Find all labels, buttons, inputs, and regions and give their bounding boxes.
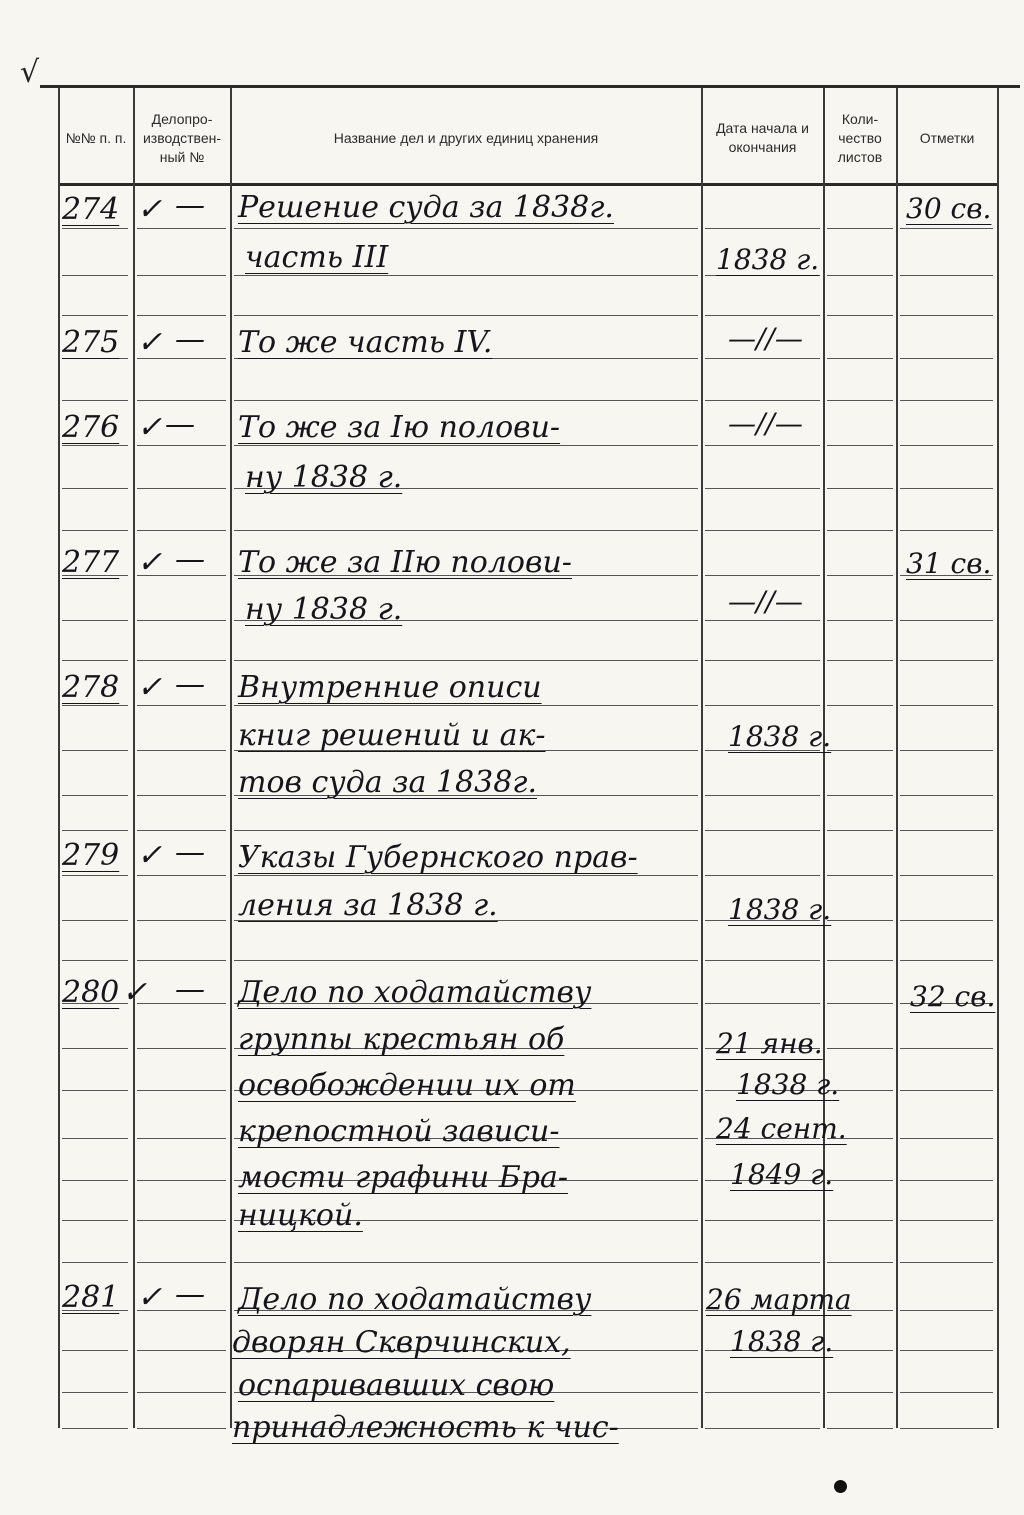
ruled-line — [137, 315, 226, 316]
ruled-line — [137, 1262, 226, 1263]
entry-date: —//— — [728, 407, 803, 440]
ruled-line — [705, 228, 820, 229]
ruled-line — [900, 920, 993, 921]
ruled-line — [234, 875, 698, 876]
ruled-line — [827, 1048, 893, 1049]
entry-number: 275 — [62, 325, 120, 360]
ruled-line — [137, 1048, 226, 1049]
entry-check: ✓ — [137, 838, 163, 873]
ruled-line — [900, 358, 993, 359]
ruled-line — [62, 1220, 128, 1221]
ruled-line — [137, 875, 226, 876]
ruled-line — [234, 530, 698, 531]
ruled-line — [62, 960, 128, 961]
ruled-line — [234, 315, 698, 316]
ruled-line — [705, 315, 820, 316]
ruled-line — [234, 228, 698, 229]
ruled-line — [62, 530, 128, 531]
ruled-line — [234, 960, 698, 961]
entry-number: 280 — [62, 975, 120, 1010]
ruled-line — [900, 445, 993, 446]
header-col-number: №№ п. п. — [65, 129, 127, 146]
entry-check: ✓ — [137, 192, 163, 227]
entry-title-line: Решение суда за 1838г. — [238, 190, 614, 225]
ruled-line — [62, 228, 128, 229]
ruled-line — [900, 1180, 993, 1181]
ruled-line — [705, 1392, 820, 1393]
column-divider — [58, 88, 60, 1428]
column-divider — [133, 88, 135, 1428]
entry-title-line: ну 1838 г. — [245, 460, 403, 495]
ruled-line — [234, 705, 698, 706]
ruled-line — [234, 275, 698, 276]
ruled-line — [62, 445, 128, 446]
ruled-line — [900, 530, 993, 531]
ruled-line — [827, 1428, 893, 1429]
ruled-line — [137, 1138, 226, 1139]
ruled-line — [827, 920, 893, 921]
entry-office-no: — — [175, 188, 205, 223]
ruled-line — [137, 1392, 226, 1393]
ruled-line — [900, 795, 993, 796]
ruled-line — [705, 960, 820, 961]
ruled-line — [137, 1180, 226, 1181]
ruled-line — [137, 445, 226, 446]
ruled-line — [827, 1003, 893, 1004]
ruled-line — [137, 275, 226, 276]
entry-title-line: Указы Губернского прав- — [238, 840, 638, 875]
ruled-line — [827, 875, 893, 876]
entry-title-line: мости графини Бра- — [238, 1160, 568, 1195]
ruled-line — [827, 705, 893, 706]
ruled-line — [900, 960, 993, 961]
entry-title-line: крепостной зависи- — [238, 1114, 560, 1149]
entry-date: 1838 г. — [728, 720, 832, 753]
ruled-line — [137, 920, 226, 921]
entry-date: 24 сент. — [716, 1112, 847, 1145]
ruled-line — [827, 1220, 893, 1221]
entry-title-line: То же за IIю полови- — [238, 545, 572, 580]
ruled-line — [62, 1048, 128, 1049]
entry-title-line: оспаривавших свою — [238, 1368, 555, 1403]
ruled-line — [62, 830, 128, 831]
entry-title-line: ления за 1838 г. — [238, 888, 498, 923]
ruled-line — [62, 400, 128, 401]
entry-date: 1849 г. — [730, 1158, 834, 1191]
ruled-line — [62, 488, 128, 489]
ruled-line — [705, 705, 820, 706]
ruled-line — [900, 1392, 993, 1393]
ruled-line — [705, 620, 820, 621]
ruled-line — [705, 575, 820, 576]
corner-check-mark: √ — [20, 55, 40, 90]
ruled-line — [137, 660, 226, 661]
ruled-line — [900, 1310, 993, 1311]
entry-title-line: Дело по ходатайству — [238, 975, 592, 1010]
ruled-line — [827, 1350, 893, 1351]
ruled-line — [827, 275, 893, 276]
header-col-notes: Отметки — [919, 129, 975, 146]
entry-title-line: То же за Iю полови- — [238, 410, 561, 445]
ruled-line — [705, 1003, 820, 1004]
ruled-line — [137, 228, 226, 229]
ruled-line — [705, 488, 820, 489]
entry-check: ✓ — [122, 975, 148, 1010]
entry-title-line: дворян Скврчинских, — [232, 1325, 571, 1360]
entry-note: 32 св. — [910, 980, 996, 1013]
ruled-line — [62, 1428, 128, 1429]
entry-date: 1838 г. — [716, 243, 820, 276]
entry-note: 30 св. — [906, 192, 992, 225]
ruled-line — [62, 795, 128, 796]
header-col-office: Делопро- изводствен- ный № — [142, 110, 222, 165]
entry-title-line: ницкой. — [238, 1198, 363, 1233]
ruled-line — [827, 830, 893, 831]
entry-date: 1838 г. — [736, 1068, 840, 1101]
ruled-line — [900, 1220, 993, 1221]
ruled-line — [900, 400, 993, 401]
ruled-line — [137, 1090, 226, 1091]
entry-office-no: — — [165, 407, 195, 442]
entry-number: 278 — [62, 670, 120, 705]
ruled-line — [900, 1428, 993, 1429]
ruled-line — [900, 1262, 993, 1263]
entry-title-line: ну 1838 г. — [245, 592, 403, 627]
ruled-line — [137, 488, 226, 489]
ruled-line — [62, 920, 128, 921]
entry-date: 1838 г. — [728, 893, 832, 926]
ruled-line — [137, 1350, 226, 1351]
header-col-title: Название дел и других единиц хранения — [333, 129, 599, 146]
ruled-line — [705, 795, 820, 796]
ruled-line — [137, 830, 226, 831]
entry-title-line: То же часть IV. — [238, 325, 493, 360]
ruled-line — [62, 1138, 128, 1139]
table-top-rule — [40, 85, 1020, 88]
column-divider — [896, 88, 898, 1428]
entry-date: 1838 г. — [730, 1325, 834, 1358]
ruled-line — [137, 750, 226, 751]
ruled-line — [137, 705, 226, 706]
ruled-line — [62, 1262, 128, 1263]
ruled-line — [62, 1180, 128, 1181]
entry-title-line: Дело по ходатайству — [238, 1282, 592, 1317]
entry-title-line: Внутренние описи — [238, 670, 542, 705]
ruled-line — [827, 530, 893, 531]
entry-check: ✓ — [137, 545, 163, 580]
ruled-line — [827, 228, 893, 229]
ruled-line — [705, 1428, 820, 1429]
ruled-line — [705, 1220, 820, 1221]
ruled-line — [234, 830, 698, 831]
ruled-line — [234, 445, 698, 446]
ruled-line — [827, 315, 893, 316]
entry-number: 279 — [62, 838, 120, 873]
ruled-line — [827, 960, 893, 961]
ruled-line — [900, 875, 993, 876]
entry-check: ✓ — [137, 1280, 163, 1315]
entry-office-no: — — [175, 1277, 205, 1312]
ruled-line — [234, 660, 698, 661]
ruled-line — [234, 400, 698, 401]
entry-number: 274 — [62, 192, 120, 227]
ruled-line — [900, 830, 993, 831]
ruled-line — [827, 750, 893, 751]
ruled-line — [137, 1220, 226, 1221]
ruled-line — [900, 750, 993, 751]
entry-office-no: — — [175, 542, 205, 577]
entry-number: 277 — [62, 545, 120, 580]
ruled-line — [900, 275, 993, 276]
entry-office-no: — — [175, 322, 205, 357]
ruled-line — [137, 620, 226, 621]
ruled-line — [827, 445, 893, 446]
ruled-line — [827, 358, 893, 359]
entry-date: 26 марта — [706, 1283, 852, 1316]
entry-title-line: часть III — [245, 240, 389, 275]
ruled-line — [62, 875, 128, 876]
ruled-line — [827, 660, 893, 661]
entry-office-no: — — [175, 972, 205, 1007]
entry-title-line: книг решений и ак- — [238, 718, 546, 753]
column-divider — [823, 88, 825, 1428]
entry-number: 276 — [62, 410, 120, 445]
ruled-line — [827, 1262, 893, 1263]
entry-title-line: группы крестьян об — [238, 1022, 565, 1057]
ruled-line — [827, 1180, 893, 1181]
entry-date: —//— — [728, 585, 803, 618]
ruled-line — [705, 830, 820, 831]
entry-office-no: — — [175, 667, 205, 702]
entry-date: 21 янв. — [716, 1027, 823, 1060]
ruled-line — [62, 620, 128, 621]
entry-number: 281 — [62, 1280, 120, 1315]
ruled-line — [62, 1350, 128, 1351]
ruled-line — [137, 1428, 226, 1429]
ruled-line — [900, 488, 993, 489]
ruled-line — [62, 750, 128, 751]
header-col-dates: Дата начала и окончания — [716, 120, 809, 155]
entry-title-line: освобождении их от — [238, 1068, 576, 1103]
ruled-line — [900, 315, 993, 316]
ruled-line — [827, 795, 893, 796]
ruled-line — [827, 1392, 893, 1393]
entry-title-line: тов суда за 1838г. — [238, 765, 537, 800]
ruled-line — [900, 1090, 993, 1091]
ruled-line — [705, 400, 820, 401]
ruled-line — [705, 445, 820, 446]
header-bottom-rule — [58, 183, 998, 186]
ruled-line — [827, 575, 893, 576]
ruled-line — [62, 705, 128, 706]
ink-blot — [834, 1480, 847, 1493]
ruled-line — [827, 400, 893, 401]
column-divider — [997, 88, 999, 1428]
ruled-line — [705, 660, 820, 661]
ruled-line — [705, 1262, 820, 1263]
entry-check: ✓ — [137, 410, 163, 445]
ruled-line — [705, 358, 820, 359]
entry-office-no: — — [175, 835, 205, 870]
entry-title-line: принадлежность к чис- — [232, 1410, 619, 1445]
ruled-line — [900, 1350, 993, 1351]
ruled-line — [900, 228, 993, 229]
ruled-line — [900, 1048, 993, 1049]
ruled-line — [900, 1138, 993, 1139]
ruled-line — [900, 660, 993, 661]
ruled-line — [705, 875, 820, 876]
ruled-line — [137, 795, 226, 796]
ruled-line — [62, 660, 128, 661]
entry-note: 31 св. — [906, 547, 992, 580]
entry-check: ✓ — [137, 670, 163, 705]
ruled-line — [137, 530, 226, 531]
ruled-line — [900, 705, 993, 706]
ruled-line — [137, 400, 226, 401]
ruled-line — [900, 620, 993, 621]
ruled-line — [137, 960, 226, 961]
ruled-line — [827, 620, 893, 621]
ruled-line — [62, 315, 128, 316]
ruled-line — [705, 530, 820, 531]
ruled-line — [62, 1090, 128, 1091]
ruled-line — [62, 1392, 128, 1393]
ruled-line — [827, 488, 893, 489]
ruled-line — [62, 275, 128, 276]
entry-check: ✓ — [137, 325, 163, 360]
ruled-line — [234, 1262, 698, 1263]
column-divider — [230, 88, 232, 1428]
header-col-sheets: Коли- чество листов — [837, 110, 883, 165]
entry-date: —//— — [728, 322, 803, 355]
column-divider — [701, 88, 703, 1428]
